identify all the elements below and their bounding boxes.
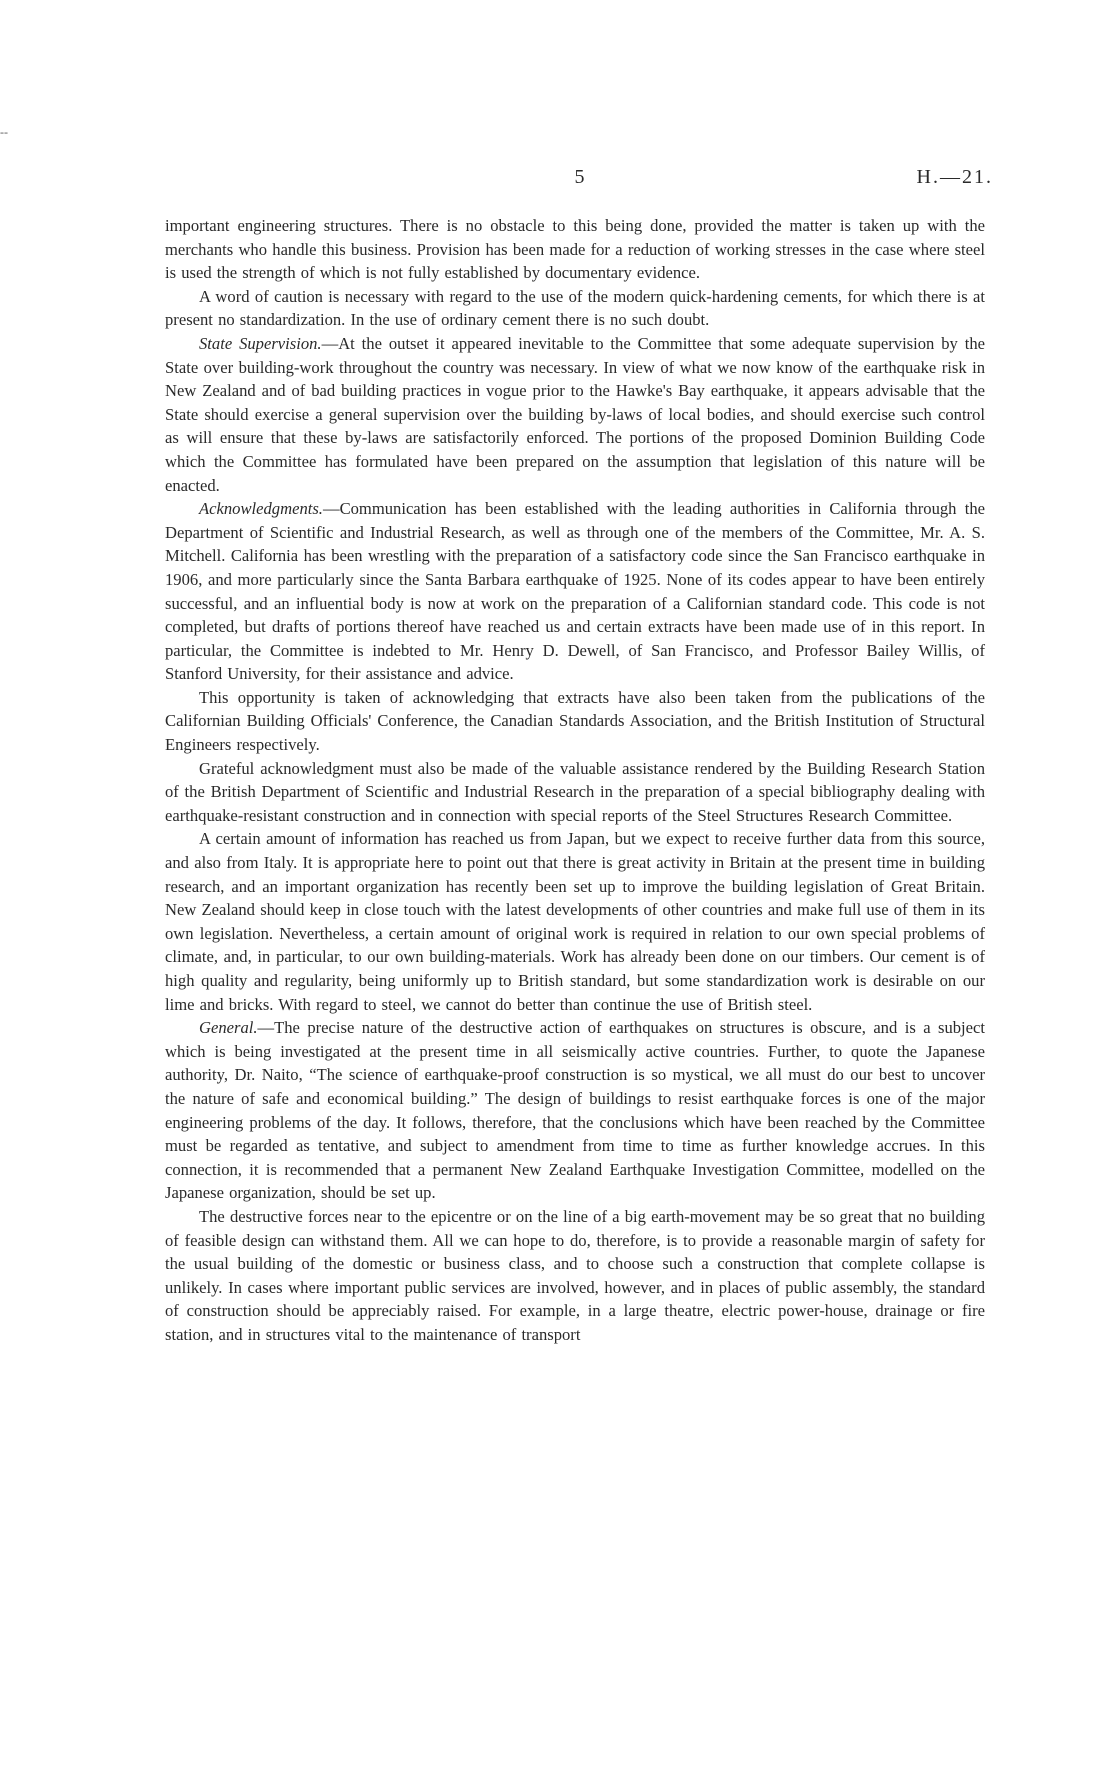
paragraph-text: The destructive forces near to the epicentre or on the line of a big earth-movement may be so great that no building of feasible design can withstand them. All we can hope to do, therefore, is to provide a reasonable margin of safety for the usual building of the domestic or business class, and to choose such a construction that complete collapse is unlikely. In cases where important public services are involved, however, and in places of public assembly, the standard of construction should be appreciably raised. For example, in a large theatre, electric power-house, drainage or fire station, and in structures vital to the maintenance of transport <box>165 1206 985 1344</box>
paragraph-text: important engineering structures. There is no obstacle to this being done, provided the matter is taken up with the merchants who handle this business. Provision has been made for a reduction of working stresses in the case where steel is used the strength of which is not fully established by documentary evidence. <box>165 216 985 283</box>
paragraph-text: A word of caution is necessary with regard to the use of the modern quick-hardening cements, for which there is at present no standardization. In the use of ordinary cement there is no such doubt. <box>165 286 985 330</box>
page-number: 5 <box>574 166 586 188</box>
page-header <box>165 166 995 196</box>
paragraph-text: —Communication has been established with the leading authorities in California through the Department of Scientific and Industrial Research, as well as through one of the members of the Committee, Mr. A. S. Mitchell. California has been wrestling with the preparation of a satisfactory code since the San Francisco earthquake in 1906, and more particularly since the Santa Barbara earthquake of 1925. None of its codes appear to have been entirely successful, and an influential body is now at work on the preparation of a Californian standard code. This code is not completed, but drafts of portions thereof have reached us and certain extracts have been made use of in this report. In particular, the Committee is indebted to Mr. Henry D. Dewell, of San Francisco, and Professor Bailey Willis, of Stanford University, for their assistance and advice. <box>165 499 985 684</box>
paragraph <box>165 1205 985 1347</box>
paragraph-text: A certain amount of information has reached us from Japan, but we expect to receive further data from this source, and also from Italy. It is appropriate here to point out that there is great activity in Britain at the present time in building research, and an important organization has recently been set up to improve the building legislation of Great Britain. New Zealand should keep in close touch with the latest developments of other countries and make full use of them in its own legislation. Nevertheless, a certain amount of original work is required in relation to our own special problems of climate, and, in particular, to our own building-materials. Work has already been done on our timbers. Our cement is of high quality and regularity, being uniformly up to British standard, but some standardization work is desirable on our lime and bricks. With regard to steel, we cannot do better than continue the use of British steel. <box>165 829 985 1014</box>
paragraph-text: —The precise nature of the destructive action of earthquakes on structures is obscure, and is a subject which is being investigated at the present time in all seismically active countries. Further, to quote the Japanese authority, Dr. Naito, “The science of earthquake-proof construction is so mystical, we all must do our best to uncover the nature of safe and economical building.” The design of buildings to resist earthquake forces is one of the major engineering problems of the day. It follows, therefore, that the conclusions which have been reached by the Committee must be regarded as tentative, and subject to amendment from time to time as further knowledge accrues. In this connection, it is recommended that a permanent New Zealand Earthquake Investigation Committee, modelled on the Japanese organization, should be set up. <box>165 1018 985 1203</box>
paragraph <box>165 827 985 1016</box>
paragraph-text: This opportunity is taken of acknowledging that extracts have also been taken from the publications of the Californian Building Officials' Conference, the Canadian Standards Association, and the British Institution of Structural Engineers respectively. <box>165 687 985 755</box>
section-heading: General. <box>199 1018 258 1038</box>
section-heading: State Supervision. <box>199 333 322 353</box>
paragraph-text: Grateful acknowledgment must also be made of the valuable assistance rendered by the Building Research Station of the British Department of Scientific and Industrial Research in the preparation of a special bibliography dealing with earthquake-resistant construction and in connection with special reports of the Steel Structures Research Committee. <box>165 758 985 825</box>
section-heading: Acknowledgments. <box>199 499 323 519</box>
document-reference: H.—21. <box>916 166 993 188</box>
paragraph <box>165 757 985 828</box>
paragraph <box>165 332 985 497</box>
margin-mark: -- <box>0 125 8 139</box>
paragraph <box>165 686 985 757</box>
paragraph <box>165 497 985 686</box>
paragraph-text: —At the outset it appeared inevitable to the Committee that some adequate supervision by the State over building-work throughout the country was necessary. In view of what we now know of the earthquake risk in New Zealand and of bad building practices in vogue prior to the Hawke's Bay earthquake, it appears advisable that the State should exercise a general supervision over the building by-laws of local bodies, and should exercise such control as will ensure that these by-laws are satisfactorily enforced. The portions of the proposed Dominion Building Code which the Committee has formulated have been prepared on the assumption that legislation of this nature will be enacted. <box>165 333 986 495</box>
body-text <box>165 214 985 1347</box>
paragraph <box>165 214 985 285</box>
paragraph <box>165 285 985 332</box>
paragraph <box>165 1016 985 1205</box>
